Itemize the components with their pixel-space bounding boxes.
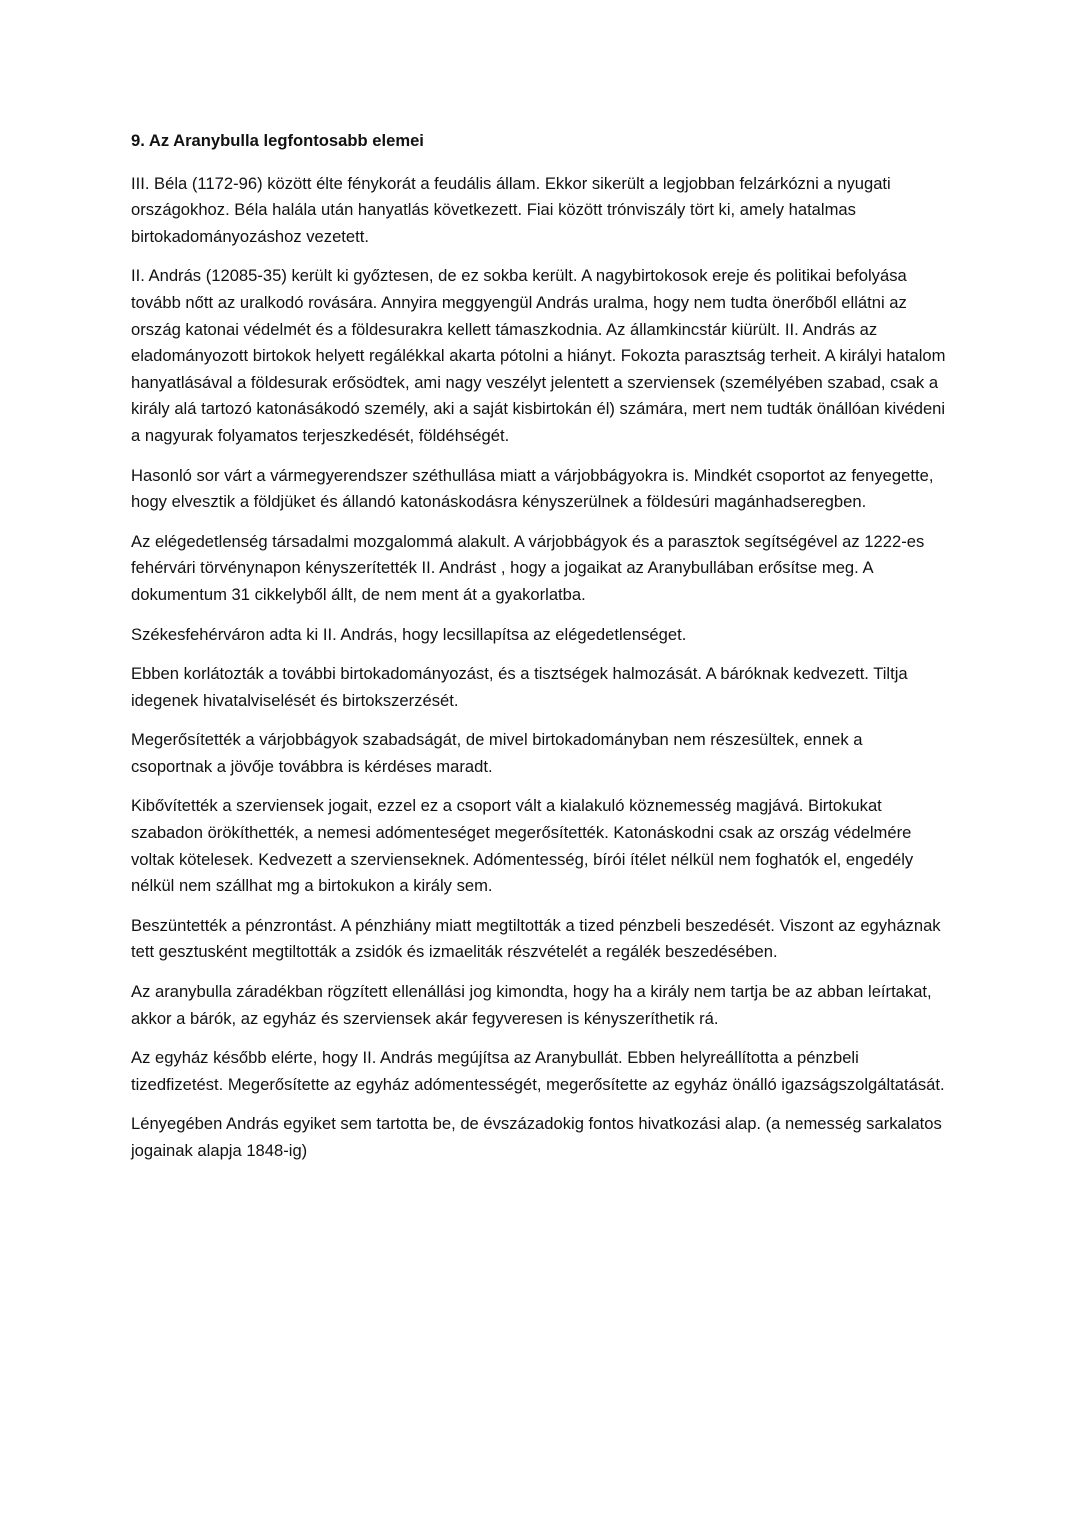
paragraph-lenyegeben: Lényegében András egyiket sem tartotta be, de évszázadokig fontos hivatkozási alap. (a nemesség sarkalatos jogainak alapja 1848-ig) — [131, 1114, 942, 1160]
paragraph-ellenallasi-jog: Az aranybulla záradékban rögzített ellenállási jog kimondta, hogy ha a király nem tartja be az abban leírtakat, akkor a bárók, az egyház és szerviensek akár fegyveresen is kényszeríthetik rá. — [131, 982, 932, 1028]
paragraph-megerosites: Megerősítették a várjobbágyok szabadságát, de mivel birtokadományban nem részesültek, ennek a csoportnak a jövője továbbra is kérdéses maradt. — [131, 730, 863, 776]
paragraph-elegedetlenseg: Az elégedetlenség társadalmi mozgalommá alakult. A várjobbágyok és a parasztok segítségével az 1222-es fehérvári törvénynapon kényszerítették II. Andrást , hogy a jogaikat az Aranybullában erősítse meg. A dokumentum 31 cikkelyből állt, de nem ment át a gyakorlatba. — [131, 531, 925, 604]
paragraph-szerviensek: Kibővítették a szerviensek jogait, ezzel ez a csoport vált a kialakuló köznemesség magjává. Birtokukat szabadon örökíthették, a nemesi adómenteséget megerősítették. Katonáskodni csak az ország védelmére voltak kötelesek. Kedvezett a szervienseknek. Adómentesség, bírói ítélet nélkül nem foghatók el, engedély nélkül nem szállhat mg a birtokukon a király sem. — [131, 796, 914, 896]
paragraph-andras: II. András (12085-35) került ki győztesen, de ez sokba került. A nagybirtokosok ereje és politikai befolyása tovább nőtt az uralkodó rovására. Annyira meggyengül András uralma, hogy nem tudta önerőből ellátni az ország katonai védelmét és a földesurakra kellett támaszkodnia. Az államkincstár kiürült. II. András az eladományozott birtokok helyett regálékkal akarta pótolni a hiányt. Fokozta parasztság terheit. A királyi hatalom hanyatlásával a földesurak erősödtek, ami nagy veszélyt jelentett a szerviensek (személyében szabad, csak a király alá tartozó katonásákodó személy, aki a saját kisbirtokán él) számára, mert nem tudták önállóan kivédeni a nagyurak folyamatos terjeszkedését, földéhségét. — [131, 266, 946, 445]
paragraph-egyhaz: Az egyház később elérte, hogy II. András megújítsa az Aranybullát. Ebben helyreállította a pénzbeli tizedfizetést. Megerősítette az egyház adómentességét, megerősítette az egyház önálló igazságszolgáltatását. — [131, 1048, 945, 1094]
section-heading: 9. Az Aranybulla legfontosabb elemei — [131, 131, 424, 150]
paragraph-szekesfehervar: Székesfehérváron adta ki II. András, hogy lecsillapítsa az elégedetlenséget. — [131, 624, 687, 644]
paragraph-bela: III. Béla (1172-96) között élte fénykorát a feudális állam. Ekkor sikerült a legjobban felzárkózni a nyugati országokhoz. Béla halála után hanyatlás következett. Fiai között trónviszály tört ki, amely hatalmas birtokadományozáshoz vezetett. — [131, 173, 891, 246]
paragraph-korlatozas: Ebben korlátozták a további birtokadományozást, és a tisztségek halmozását. A báróknak kedvezett. Tiltja idegenek hivatalviselését és birtokszerzését. — [131, 664, 908, 710]
document-page — [131, 128, 946, 1178]
paragraph-varjobbagyok: Hasonló sor várt a vármegyerendszer széthullása miatt a várjobbágyokra is. Mindkét csoportot az fenyegette, hogy elvesztik a földjüket és állandó katonáskodásra kényszerülnek a földesúri magánhadseregben. — [131, 465, 934, 512]
paragraph-penzrontas: Beszüntették a pénzrontást. A pénzhiány miatt megtiltották a tized pénzbeli beszedését. Viszont az egyháznak tett gesztusként megtiltották a zsidók és izmaeliták részvételét a regálék beszedésében. — [131, 915, 941, 962]
